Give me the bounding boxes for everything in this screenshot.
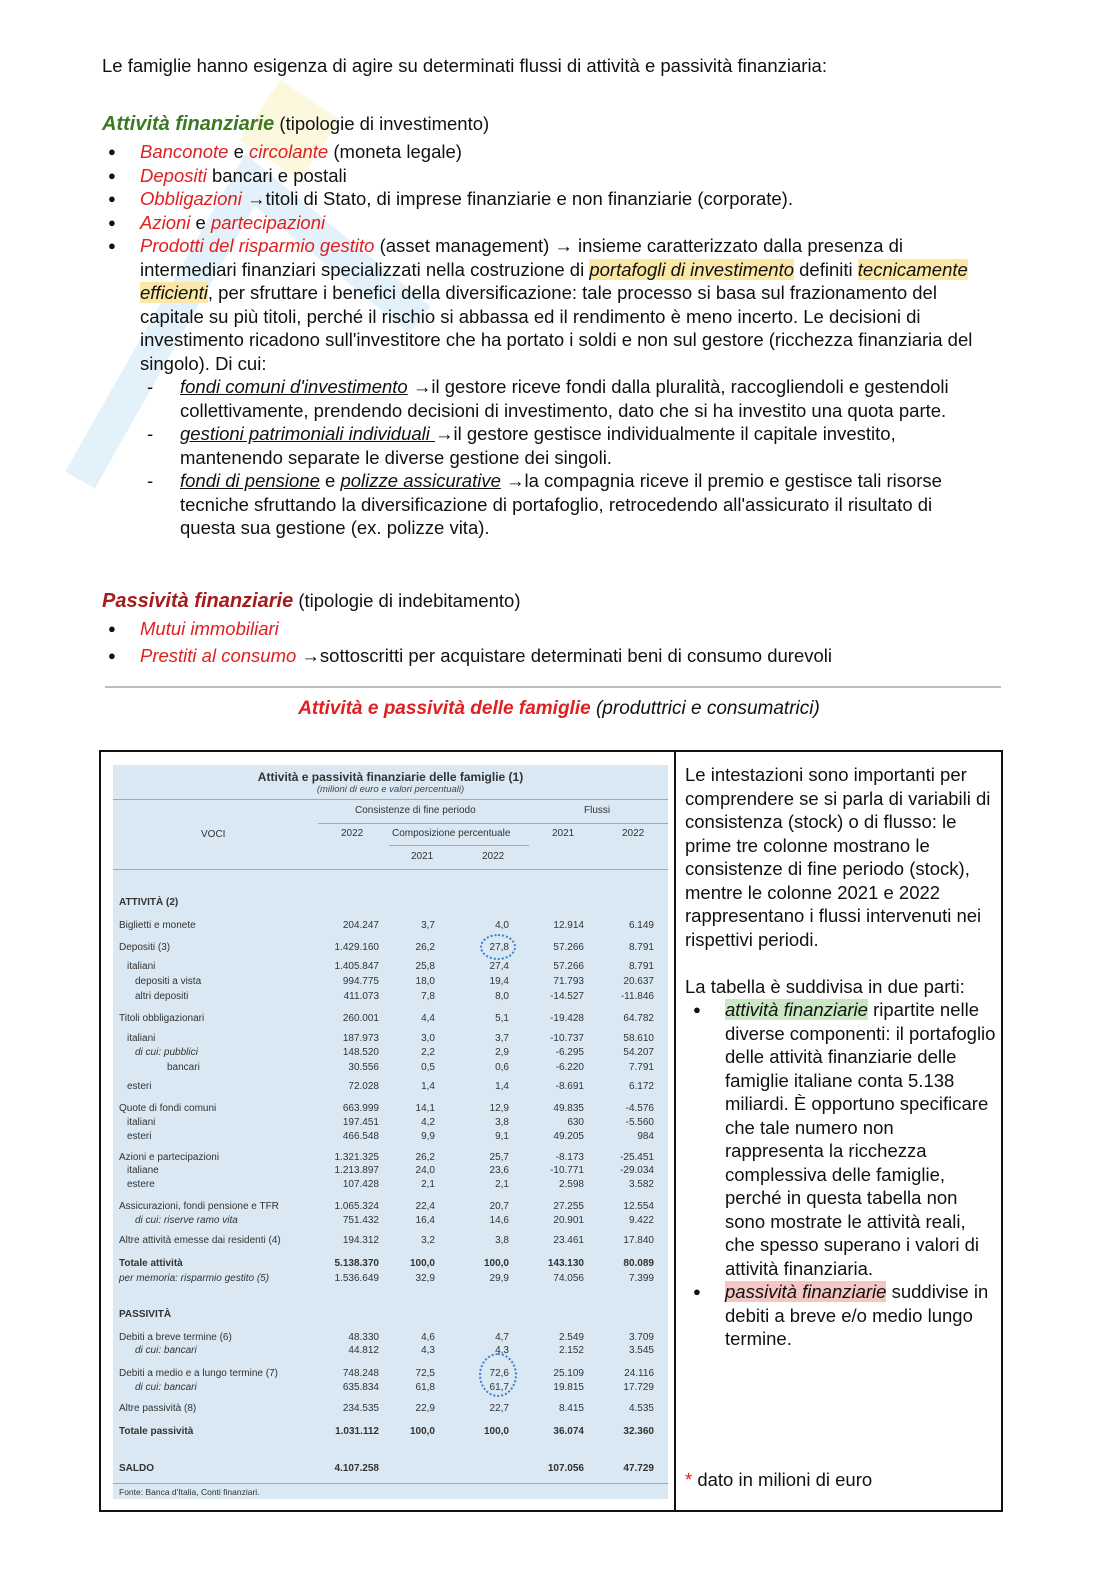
list-item: ● attività finanziarie ripartite nelle diverse componenti: il portafoglio delle attività finanziarie delle famiglie italiane conta 5.138 miliardi. È opportuno specificare che tale numero non rappresenta la ricchezza complessiva delle famiglie, perché in questa tabella non sono mostrate le attività reali, che spesso superano i valori di attività finanziaria. <box>685 998 997 1280</box>
table-cell: 1,4 <box>421 1081 435 1092</box>
highlight-circle-depositi <box>480 934 516 960</box>
risparmio-gestito-sublist <box>140 375 950 540</box>
row-label: italiani <box>127 961 156 972</box>
table-cell: 12.554 <box>623 1201 654 1212</box>
row-label: depositi a vista <box>135 976 202 987</box>
table-cell: -8.173 <box>555 1152 584 1163</box>
table-cell: 25,7 <box>489 1152 509 1163</box>
table-cell: 30.556 <box>348 1062 379 1073</box>
section-attivita-label: ATTIVITÀ (2) <box>119 897 179 908</box>
header-comp-2021: 2021 <box>411 851 434 862</box>
header-composizione: Composizione percentuale <box>392 828 511 839</box>
table-cell: 19.815 <box>553 1382 584 1393</box>
table-row <box>113 1258 668 1272</box>
table-cell: 23.461 <box>553 1235 584 1246</box>
row-label: Azioni e partecipazioni <box>119 1152 220 1163</box>
highlight-circle-debiti-lungo <box>479 1353 517 1397</box>
table-row <box>113 1103 668 1117</box>
row-label: esteri <box>127 1081 152 1092</box>
table-cell: 197.451 <box>342 1117 379 1128</box>
table-cell: -5.560 <box>625 1117 654 1128</box>
table-row <box>113 1062 668 1076</box>
table-cell: 49.205 <box>553 1131 584 1142</box>
row-label: italiani <box>127 1033 156 1044</box>
list-item: ● passività finanziarie suddivise in debiti a breve e/o medio lungo termine. <box>685 1280 997 1351</box>
passivita-heading: Passività finanziarie <box>102 590 294 612</box>
table-cell: 14,6 <box>489 1215 509 1226</box>
row-label: italiani <box>127 1117 156 1128</box>
table-cell: 8.791 <box>628 961 654 972</box>
list-item: ● Mutui immobiliari <box>102 617 1002 641</box>
row-label: Quote di fondi comuni <box>119 1103 217 1114</box>
table-cell: 25.109 <box>553 1368 584 1379</box>
row-label: Biglietti e monete <box>119 920 196 931</box>
table-cell: 57.266 <box>553 961 584 972</box>
row-label: Depositi (3) <box>119 942 171 953</box>
table-cell: 20.637 <box>623 976 654 987</box>
table-cell: -25.451 <box>620 1152 654 1163</box>
table-source: Fonte: Banca d'Italia, Conti finanziari. <box>119 1487 260 1497</box>
table-cell: 3,8 <box>495 1117 509 1128</box>
table-cell: 4.535 <box>628 1403 654 1414</box>
table-cell: 1.321.325 <box>334 1152 379 1163</box>
table-cell: 7.791 <box>628 1062 654 1073</box>
row-label: per memoria: risparmio gestito (5) <box>119 1273 270 1284</box>
table-cell: 22,4 <box>415 1201 435 1212</box>
highlight-portafogli: portafogli di investimento <box>589 258 794 280</box>
table-row <box>113 1235 668 1249</box>
list-item: ● Prestiti al consumo →sottoscritti per acquistare determinati beni di consumo durevoli <box>102 644 1002 668</box>
table-cell: 1.405.847 <box>334 961 379 972</box>
table-cell: 72,5 <box>415 1368 435 1379</box>
table-row <box>113 1382 668 1396</box>
table-row <box>113 1403 668 1417</box>
table-cell: 100,0 <box>483 1426 509 1437</box>
row-label: esteri <box>127 1131 152 1142</box>
table-cell: 107.056 <box>547 1463 584 1474</box>
table-cell: 630 <box>567 1117 584 1128</box>
table-cell: 1.065.324 <box>334 1201 379 1212</box>
row-label: Assicurazioni, fondi pensione e TFR <box>119 1201 279 1212</box>
table-cell: 12,9 <box>489 1103 509 1114</box>
table-cell: 57.266 <box>553 942 584 953</box>
section-passivita-label: PASSIVITÀ <box>119 1309 172 1320</box>
table-cell: 27,8 <box>489 942 509 953</box>
table-cell: 748.248 <box>342 1368 379 1379</box>
horizontal-rule <box>105 686 1001 688</box>
table-cell: 0,5 <box>421 1062 435 1073</box>
financial-table <box>113 765 668 1499</box>
table-cell: 1.031.112 <box>335 1426 379 1437</box>
row-label: Altre passività (8) <box>119 1403 197 1414</box>
table-cell: 9,9 <box>421 1131 435 1142</box>
row-label: bancari <box>167 1062 200 1073</box>
table-cell: 635.834 <box>342 1382 379 1393</box>
table-cell: 72.028 <box>348 1081 379 1092</box>
table-cell: 4,0 <box>495 920 509 931</box>
passivita-section <box>102 589 1002 667</box>
table-cell: 4,7 <box>495 1332 509 1343</box>
table-cell: 2,2 <box>421 1047 435 1058</box>
table-cell: 3.582 <box>628 1179 654 1190</box>
table-cell: 80.089 <box>623 1258 654 1269</box>
table-cell: -14.527 <box>550 991 584 1002</box>
table-cell: 143.130 <box>547 1258 584 1269</box>
table-cell: 4.107.258 <box>334 1463 379 1474</box>
list-item: ● Banconote e circolante (moneta legale) <box>102 140 1002 164</box>
list-item: - fondi comuni d'investimento →il gestore riceve fondi dalla pluralità, raccogliendoli e gestendoli collettivamente, prendendo decisioni di investimento, dato che si ha investito una quota parte. <box>140 375 950 422</box>
table-cell: 663.999 <box>342 1103 379 1114</box>
table-row <box>113 1463 668 1477</box>
table-cell: 107.428 <box>342 1179 379 1190</box>
table-row <box>113 1165 668 1179</box>
table-cell: 29,9 <box>489 1273 509 1284</box>
table-cell: 466.548 <box>342 1131 379 1142</box>
table-cell: 61,8 <box>415 1382 435 1393</box>
table-cell: 1.536.649 <box>334 1273 379 1284</box>
table-cell: 411.073 <box>343 991 379 1002</box>
table-explanation <box>685 763 997 1351</box>
intro-text: Le famiglie hanno esigenza di agire su determinati flussi di attività e passività finanziaria: <box>102 55 827 76</box>
table-row <box>113 961 668 975</box>
row-label: di cui: bancari <box>135 1382 197 1393</box>
row-label: di cui: riserve ramo vita <box>135 1215 238 1226</box>
table-row <box>113 920 668 934</box>
table-cell: 1,4 <box>495 1081 509 1092</box>
table-row <box>113 976 668 990</box>
attivita-list <box>102 140 1002 375</box>
table-cell: 2.152 <box>558 1345 584 1356</box>
table-cell: 6.149 <box>628 920 654 931</box>
table-cell: 4,4 <box>421 1013 435 1024</box>
highlight-efficienti: tecnicamente efficienti <box>140 258 968 303</box>
table-cell: 20,7 <box>489 1201 509 1212</box>
table-row <box>113 1179 668 1193</box>
list-item: ● Azioni e partecipazioni <box>102 211 1002 235</box>
table-cell: 2.549 <box>558 1332 584 1343</box>
table-cell: -29.034 <box>620 1165 654 1176</box>
table-cell: 54.207 <box>623 1047 654 1058</box>
row-label: Totale passività <box>119 1426 194 1437</box>
table-cell: 32.360 <box>623 1426 654 1437</box>
table-cell: -6.220 <box>555 1062 584 1073</box>
table-cell: 6.172 <box>628 1081 654 1092</box>
table-row <box>113 1117 668 1131</box>
table-cell: 49.835 <box>553 1103 584 1114</box>
table-cell: 72,6 <box>489 1368 509 1379</box>
table-row <box>113 1131 668 1145</box>
table-cell: 5,1 <box>495 1013 509 1024</box>
table-cell: 5.138.370 <box>334 1258 379 1269</box>
table-row <box>113 1215 668 1229</box>
table-cell: 4,3 <box>495 1345 509 1356</box>
row-label: altri depositi <box>135 991 189 1002</box>
explanation-intro: La tabella è suddivisa in due parti: <box>685 975 965 997</box>
table-cell: 27,4 <box>489 961 509 972</box>
table-cell: 3.709 <box>628 1332 654 1343</box>
table-cell: 994.775 <box>342 976 379 987</box>
table-cell: 2.598 <box>558 1179 584 1190</box>
table-cell: 64.782 <box>623 1013 654 1024</box>
table-cell: 22,9 <box>415 1403 435 1414</box>
table-cell: 12.914 <box>553 920 584 931</box>
table-cell: 100,0 <box>409 1258 435 1269</box>
table-cell: 3,8 <box>495 1235 509 1246</box>
table-row <box>113 991 668 1005</box>
table-cell: 36.074 <box>553 1426 584 1437</box>
table-cell: 8.791 <box>628 942 654 953</box>
table-cell: -4.576 <box>625 1103 654 1114</box>
table-row <box>113 1368 668 1382</box>
row-label: di cui: bancari <box>135 1345 197 1356</box>
footnote: * dato in milioni di euro <box>685 1469 873 1490</box>
table-cell: 194.312 <box>342 1235 379 1246</box>
header-flussi: Flussi <box>584 805 611 816</box>
table-cell: 148.520 <box>342 1047 379 1058</box>
table-cell: 0,6 <box>495 1062 509 1073</box>
table-cell: 24.116 <box>624 1368 654 1379</box>
table-cell: -10.771 <box>550 1165 584 1176</box>
table-row <box>113 942 668 956</box>
table-cell: 2,1 <box>495 1179 509 1190</box>
table-cell: 22,7 <box>489 1403 509 1414</box>
row-label: italiane <box>127 1165 159 1176</box>
row-label: SALDO <box>119 1463 154 1474</box>
table-cell: 19,4 <box>489 976 509 987</box>
row-label: di cui: pubblici <box>135 1047 198 1058</box>
list-item: ● Obbligazioni →titoli di Stato, di imprese finanziarie e non finanziarie (corporate). <box>102 187 1002 211</box>
table-cell: 9.422 <box>628 1215 654 1226</box>
row-label: estere <box>127 1179 155 1190</box>
table-cell: 7,8 <box>421 991 435 1002</box>
table-cell: 58.610 <box>623 1033 654 1044</box>
table-cell: 4,3 <box>421 1345 435 1356</box>
table-cell: 18,0 <box>415 976 435 987</box>
list-item: - fondi di pensione e polizze assicurative →la compagnia riceve il premio e gestisce tali risorse tecniche sfruttando la diversificazione di portafoglio, retrocedendo all'assicurato il risultato di questa sua gestione (ex. polizze vita). <box>140 469 950 540</box>
table-cell: 751.432 <box>342 1215 379 1226</box>
explanation-list <box>685 998 997 1351</box>
explanation-paragraph: Le intestazioni sono importanti per comprendere se si parla di variabili di consistenza (stock) o di flusso: le prime tre colonne mostrano le consistenze di fine periodo (stock), mentre le colonne 2021 e 2022 rappresentano i flussi intervenuti nei rispettivi periodi. <box>685 764 991 950</box>
attivita-heading-note: (tipologie di investimento) <box>274 113 490 134</box>
table-cell: 47.729 <box>623 1463 654 1474</box>
table-row <box>113 1201 668 1215</box>
table-cell: 24,0 <box>415 1165 435 1176</box>
table-cell: 23,6 <box>489 1165 509 1176</box>
table-cell: 26,2 <box>415 1152 435 1163</box>
table-row <box>113 1081 668 1095</box>
table-cell: 2,1 <box>421 1179 435 1190</box>
table-cell: 20.901 <box>553 1215 584 1226</box>
table-cell: 4,6 <box>421 1332 435 1343</box>
table-cell: 100,0 <box>483 1258 509 1269</box>
table-cell: 26,2 <box>415 942 435 953</box>
table-cell: 234.535 <box>342 1403 379 1414</box>
table-row <box>113 1047 668 1061</box>
list-item: ● Depositi bancari e postali <box>102 164 1002 188</box>
table-cell: 3,7 <box>495 1033 509 1044</box>
table-cell: 260.001 <box>342 1013 379 1024</box>
table-caption: Attività e passività delle famiglie (produttrici e consumatrici) <box>298 698 820 719</box>
table-cell: -19.428 <box>550 1013 584 1024</box>
table-cell: 61,7 <box>489 1382 509 1393</box>
table-cell: 32,9 <box>415 1273 435 1284</box>
list-item: - gestioni patrimoniali individuali →il gestore gestisce individualmente il capitale investito, mantenendo separate le diverse gestione dei singoli. <box>140 422 950 469</box>
table-row <box>113 1033 668 1047</box>
table-cell: 7.399 <box>628 1273 654 1284</box>
table-cell: 9,1 <box>495 1131 509 1142</box>
row-label: Altre attività emesse dai residenti (4) <box>119 1235 281 1246</box>
header-comp-2022: 2022 <box>482 851 505 862</box>
table-cell: 8.415 <box>558 1403 584 1414</box>
table-cell: 27.255 <box>553 1201 584 1212</box>
table-cell: 17.840 <box>623 1235 654 1246</box>
table-cell: 3.545 <box>628 1345 654 1356</box>
header-consistenze: Consistenze di fine periodo <box>355 805 476 816</box>
list-item: ● Prodotti del risparmio gestito (asset management) → insieme caratterizzato dalla presenza di intermediari finanziari specializzati nella costruzione di portafogli di investimento definiti tecnicamente efficienti, per sfruttare i benefici della diversificazione: tale processo si basa sul frazionamento del capitale su più titoli, perché il rischio si abbassa ed il rendimento è meno incerto. Le decisioni di investimento ricadono sull'investitore che ha portato i soldi e non sul gestore (ricchezza finanziaria del singolo). Di cui: <box>102 234 985 375</box>
table-cell: 3,7 <box>421 920 435 931</box>
table-cell: 984 <box>637 1131 654 1142</box>
table-cell: 71.793 <box>553 976 584 987</box>
table-cell: -8.691 <box>555 1081 584 1092</box>
passivita-list <box>102 617 1002 667</box>
table-subtitle: (milioni di euro e valori percentuali) <box>316 784 465 795</box>
table-row <box>113 1426 668 1440</box>
table-row <box>113 1013 668 1027</box>
table-cell: 48.330 <box>348 1332 379 1343</box>
table-cell: -11.846 <box>620 991 654 1002</box>
attivita-heading: Attività finanziarie <box>102 113 275 135</box>
table-cell: -6.295 <box>555 1047 584 1058</box>
attivita-section <box>102 112 1002 540</box>
table-row <box>113 1345 668 1359</box>
table-row <box>113 1152 668 1166</box>
table-cell: 17.729 <box>623 1382 654 1393</box>
table-cell: 25,8 <box>415 961 435 972</box>
table-cell: 204.247 <box>342 920 379 931</box>
header-2022: 2022 <box>341 828 364 839</box>
header-flussi-2022: 2022 <box>622 828 645 839</box>
row-label: Totale attività <box>119 1258 183 1269</box>
table-cell: 74.056 <box>553 1273 584 1284</box>
box-divider <box>674 750 676 1512</box>
table-title: Attività e passività finanziarie delle famiglie (1) <box>257 770 524 784</box>
table-row <box>113 1332 668 1346</box>
table-cell: 1.429.160 <box>334 942 379 953</box>
table-cell: 3,0 <box>421 1033 435 1044</box>
table-cell: 14,1 <box>415 1103 435 1114</box>
passivita-heading-note: (tipologie di indebitamento) <box>293 590 521 611</box>
table-cell: 187.973 <box>342 1033 379 1044</box>
table-cell: -10.737 <box>550 1033 584 1044</box>
table-cell: 1.213.897 <box>334 1165 379 1176</box>
row-label: Debiti a medio e a lungo termine (7) <box>119 1368 278 1379</box>
table-cell: 16,4 <box>415 1215 435 1226</box>
header-voci: VOCI <box>201 829 226 840</box>
row-label: Titoli obbligazionari <box>119 1013 205 1024</box>
table-cell: 2,9 <box>495 1047 509 1058</box>
table-cell: 8,0 <box>495 991 509 1002</box>
table-cell: 4,2 <box>421 1117 435 1128</box>
table-cell: 44.812 <box>348 1345 379 1356</box>
table-cell: 3,2 <box>421 1235 435 1246</box>
header-flussi-2021: 2021 <box>552 828 575 839</box>
table-row <box>113 1273 668 1287</box>
row-label: Debiti a breve termine (6) <box>119 1332 232 1343</box>
table-cell: 100,0 <box>409 1426 435 1437</box>
